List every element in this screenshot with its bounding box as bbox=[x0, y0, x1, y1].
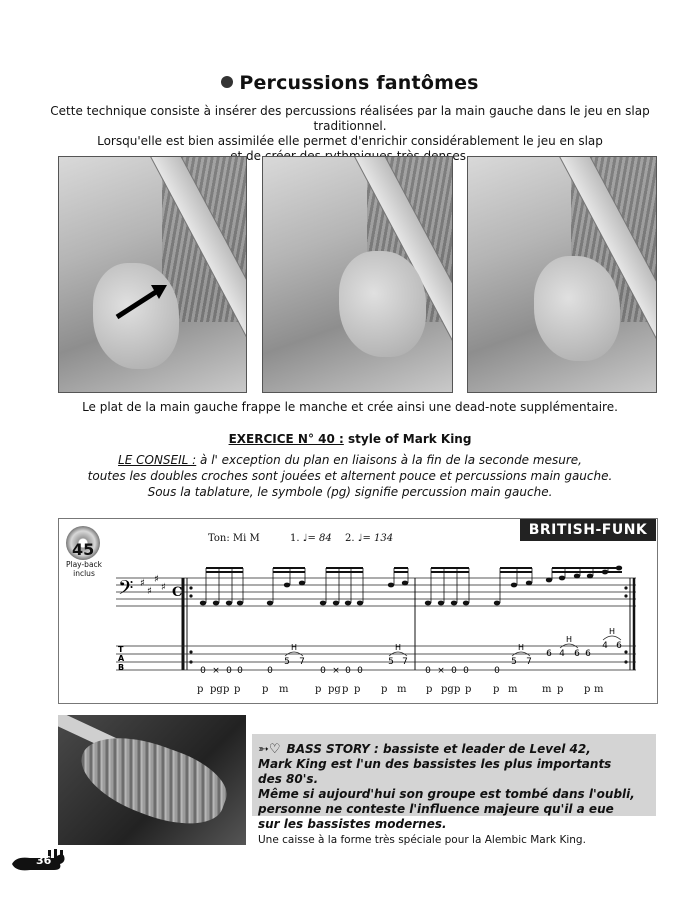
note-mark bbox=[357, 601, 363, 606]
hammer-label: H bbox=[565, 635, 573, 644]
story-line: sur les bassistes modernes. bbox=[258, 817, 447, 831]
note-mark bbox=[333, 601, 339, 606]
tab-letter: B bbox=[118, 663, 125, 672]
tab-fret: 0 bbox=[463, 666, 469, 676]
note-mark bbox=[213, 601, 219, 606]
stroke-label: p bbox=[342, 684, 349, 695]
tab-fret: 0 bbox=[226, 666, 232, 676]
note-mark bbox=[559, 576, 565, 581]
tab-letters bbox=[118, 645, 125, 672]
tab-fret: 0 bbox=[494, 666, 500, 676]
tempo-2-value: = 134 bbox=[362, 533, 394, 544]
quarter-note-icon: ♩ bbox=[357, 533, 363, 544]
stroke-label: p bbox=[315, 684, 322, 695]
hammer-label: H bbox=[517, 643, 525, 652]
note-mark bbox=[226, 601, 232, 606]
tab-fret: 0 bbox=[320, 666, 326, 676]
tab-fret: 6 bbox=[574, 649, 580, 659]
stroke-label: m bbox=[542, 684, 552, 695]
stroke-label: p bbox=[557, 684, 564, 695]
advice-line: toutes les doubles croches sont jouées et alternent pouce et percussions main gauche. bbox=[87, 469, 613, 483]
tab-fret: 7 bbox=[299, 657, 305, 667]
story-line: personne ne conteste l'influence majeure qu'il a eue bbox=[258, 802, 614, 816]
note-mark bbox=[494, 601, 500, 606]
note-mark bbox=[345, 601, 351, 606]
hammer-label: H bbox=[394, 643, 402, 652]
stroke-label: m bbox=[397, 684, 407, 695]
note-mark bbox=[526, 581, 532, 586]
note-mark bbox=[388, 583, 394, 588]
tab-fret: 6 bbox=[616, 641, 622, 651]
tab-fret: 7 bbox=[402, 657, 408, 667]
note-mark bbox=[574, 574, 580, 579]
tab-fret: 4 bbox=[602, 641, 608, 651]
tab-fret: 6 bbox=[585, 649, 591, 659]
style-badge: BRITISH-FUNK bbox=[520, 519, 656, 541]
tab-fret: 0 bbox=[200, 666, 206, 676]
tab-letter: A bbox=[118, 654, 125, 663]
stroke-label: p bbox=[354, 684, 361, 695]
tab-fret: 6 bbox=[546, 649, 552, 659]
advice-line: à l' exception du plan en liaisons à la fin de la seconde mesure, bbox=[200, 453, 582, 467]
playback-label: Play-back inclus bbox=[65, 560, 103, 578]
tempo-1-number: 1. bbox=[290, 533, 300, 544]
stroke-label: p bbox=[223, 684, 230, 695]
stroke-label: p bbox=[234, 684, 241, 695]
note-mark bbox=[320, 601, 326, 606]
tab-fret: 0 bbox=[451, 666, 457, 676]
intro-line: de bbox=[246, 149, 262, 163]
tuning-label: Ton: Mi M bbox=[208, 533, 260, 544]
tab-fret: 0 bbox=[425, 666, 431, 676]
tab-fret: × bbox=[212, 666, 220, 676]
note-mark bbox=[299, 581, 305, 586]
page-number: 36 bbox=[36, 854, 52, 867]
note-mark bbox=[587, 574, 593, 579]
tab-fret: 5 bbox=[284, 657, 290, 667]
tab-fret: 0 bbox=[357, 666, 363, 676]
bass-photo bbox=[58, 715, 246, 845]
stroke-label: pg bbox=[441, 684, 454, 695]
tab-fret: × bbox=[437, 666, 445, 676]
note-mark bbox=[438, 601, 444, 606]
notes bbox=[200, 566, 622, 606]
svg-text:♯: ♯ bbox=[154, 574, 159, 585]
note-mark bbox=[425, 601, 431, 606]
svg-text:♯: ♯ bbox=[147, 586, 152, 597]
bass-caption-name: Alembic Mark King. bbox=[484, 834, 586, 846]
tab-fret: 5 bbox=[388, 657, 394, 667]
note-mark bbox=[546, 578, 552, 583]
note-mark bbox=[451, 601, 457, 606]
tab-fret: 0 bbox=[345, 666, 351, 676]
hammer-label: H bbox=[608, 627, 616, 636]
tempo-1-value: = 84 bbox=[307, 533, 332, 544]
bass-caption-text: Une caisse à la forme très spéciale pour la bbox=[258, 834, 482, 846]
staff bbox=[116, 578, 636, 606]
tab-letter: T bbox=[118, 645, 124, 654]
stroke-label: p bbox=[465, 684, 472, 695]
svg-text:♯: ♯ bbox=[140, 578, 145, 589]
section-title-text: Percussions fantômes bbox=[239, 72, 479, 94]
advice-label: LE CONSEIL : bbox=[118, 453, 197, 467]
intro-line: Cette technique consiste à insérer des percussions réalisées par la main gauche dans le jeu en slap traditionnel. bbox=[50, 104, 650, 133]
story-line: Même si aujourd'hui son groupe est tombé dans l'oubli, bbox=[258, 787, 635, 801]
time-signature: C bbox=[172, 585, 183, 600]
tab-fret: 7 bbox=[526, 657, 532, 667]
stroke-label: p bbox=[426, 684, 433, 695]
stroke-label: p bbox=[493, 684, 500, 695]
tab-fret: 0 bbox=[237, 666, 243, 676]
hammer-label: H bbox=[290, 643, 298, 652]
story-line: Mark King est l'un des bassistes les plus importants des 80's. bbox=[258, 757, 612, 786]
track-number: 45 bbox=[72, 540, 95, 559]
stroke-label: p bbox=[584, 684, 591, 695]
note-mark bbox=[463, 601, 469, 606]
exercise-subtitle: style of Mark King bbox=[348, 432, 472, 446]
bass-caption bbox=[258, 834, 586, 846]
heart-icon: ➳♡ bbox=[258, 742, 281, 757]
story-line: bassiste et leader de Level 42, bbox=[383, 742, 591, 756]
tab-fret: 4 bbox=[559, 649, 565, 659]
intro-line: Lorsqu'elle est bien assimilée elle permet d'enrichir considérablement le jeu en slap bbox=[97, 134, 603, 148]
key-signature bbox=[140, 574, 166, 597]
bass-clef-icon: 𝄢 bbox=[118, 576, 134, 604]
note-mark bbox=[237, 601, 243, 606]
note-mark bbox=[511, 583, 517, 588]
tab-fret: × bbox=[332, 666, 340, 676]
stroke-label: pg bbox=[328, 684, 341, 695]
stroke-label: m bbox=[508, 684, 518, 695]
exercise-label: EXERCICE N° 40 : bbox=[228, 432, 344, 446]
tempo-2-number: 2. bbox=[345, 533, 355, 544]
advice-line: Sous la tablature, le symbole (pg) signifie percussion main gauche. bbox=[147, 485, 553, 499]
tab-fret: 5 bbox=[511, 657, 517, 667]
note-mark bbox=[284, 583, 290, 588]
stroke-label: m bbox=[279, 684, 289, 695]
note-mark bbox=[200, 601, 206, 606]
quarter-note-icon: ♩ bbox=[302, 533, 308, 544]
stroke-label: p bbox=[197, 684, 204, 695]
svg-text:♯: ♯ bbox=[161, 582, 166, 593]
note-mark bbox=[402, 581, 408, 586]
stroke-label: pg bbox=[210, 684, 223, 695]
story-heading: BASS STORY : bbox=[286, 742, 379, 756]
stroke-label: m bbox=[594, 684, 604, 695]
note-mark bbox=[267, 601, 273, 606]
stroke-label: p bbox=[262, 684, 269, 695]
tab-staff bbox=[116, 646, 636, 670]
stroke-label: p bbox=[381, 684, 388, 695]
photo-caption: Le plat de la main gauche frappe le manche et crée ainsi une dead-note supplémentaire. bbox=[82, 400, 618, 414]
tab-numbers bbox=[200, 627, 622, 676]
stroke-label: p bbox=[454, 684, 461, 695]
tab-fret: 0 bbox=[267, 666, 273, 676]
bass-story-text bbox=[258, 742, 638, 832]
